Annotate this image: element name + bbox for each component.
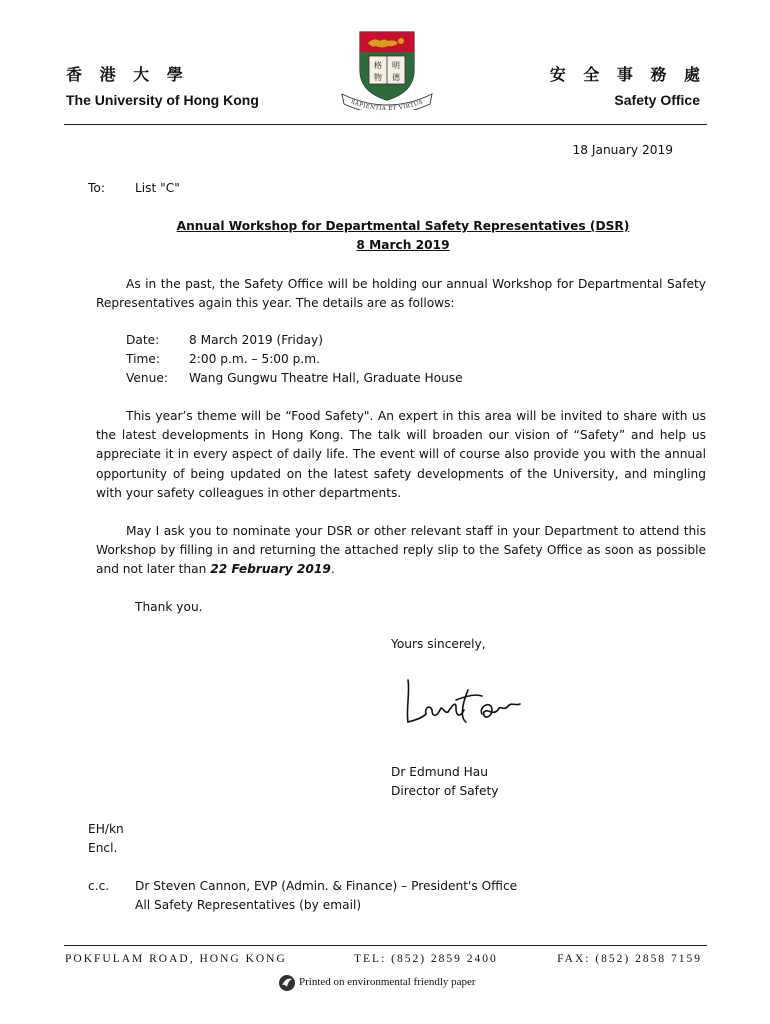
paragraph-intro xyxy=(96,275,706,313)
footer-divider xyxy=(64,945,707,946)
signer-name: Dr Edmund Hau xyxy=(391,765,488,779)
detail-label: Venue: xyxy=(126,371,168,386)
footer-telephone: TEL: (852) 2859 2400 xyxy=(354,953,498,965)
eco-paper-note: Printed on environmental friendly paper xyxy=(299,976,476,988)
letter-date: 18 January 2019 xyxy=(572,143,673,157)
detail-value: Wang Gungwu Theatre Hall, Graduate House xyxy=(189,371,463,386)
paragraph-nomination xyxy=(96,522,706,580)
office-name-chinese: 安 全 事 務 處 xyxy=(549,65,706,84)
crest-char: 物 xyxy=(374,73,382,82)
detail-value: 2:00 p.m. – 5:00 p.m. xyxy=(189,352,321,367)
closing-salutation: Yours sincerely, xyxy=(391,637,486,651)
handwritten-signature xyxy=(396,670,526,732)
detail-value: 8 March 2019 (Friday) xyxy=(189,333,323,347)
cc-recipient: Dr Steven Cannon, EVP (Admin. & Finance) – President's Office xyxy=(135,879,518,893)
university-name-english: The University of Hong Kong xyxy=(66,92,259,108)
nomination-text: May I ask you to nominate your DSR or other relevant staff in your Department to attend this Workshop by filling in and returning the attached reply slip to the Safety Office as soon as possible and not later than xyxy=(96,524,706,577)
cc-label: c.c. xyxy=(88,879,110,893)
detail-label: Date: xyxy=(126,333,160,347)
detail-label: Time: xyxy=(126,352,160,367)
letter-title: Annual Workshop for Departmental Safety Representatives (DSR) xyxy=(176,219,630,233)
to-label: To: xyxy=(88,181,105,195)
crest-motto: SAPIENTIA ET VIRTUS xyxy=(349,99,425,110)
crest-char: 明 xyxy=(392,61,400,70)
reference-initials: EH/kn xyxy=(88,822,124,836)
university-crest-logo xyxy=(340,30,434,110)
paragraph-nomination-text xyxy=(96,522,706,580)
paragraph-intro-text: As in the past, the Safety Office will be holding our annual Workshop for Departmental Safety Representatives again this year. The details are as follows: xyxy=(96,277,706,311)
header-divider xyxy=(64,124,707,125)
thank-you: Thank you. xyxy=(135,600,203,614)
paragraph-theme-text: This year’s theme will be “Food Safety". An expert in this area will be invited to share with us the latest developments in Hong Kong. The talk will broaden our vision of “Safety” and help us appreciate it in every aspect of daily life. The event will of course also provide you with the annual opportunity of being updated on the latest safety developments of the University, and mingling with your safety colleagues in other departments. xyxy=(96,409,706,500)
university-name-chinese: 香 港 大 學 xyxy=(66,65,189,84)
crest-char: 德 xyxy=(392,73,400,82)
paragraph-theme xyxy=(96,407,706,503)
signer-title: Director of Safety xyxy=(391,784,499,798)
enclosure-note: Encl. xyxy=(88,841,118,855)
footer-fax: FAX: (852) 2858 7159 xyxy=(557,953,702,965)
footer-address: POKFULAM ROAD, HONG KONG xyxy=(65,953,287,965)
nomination-text-end: . xyxy=(330,562,335,577)
recycle-paper-icon xyxy=(278,974,296,992)
letter-title-date: 8 March 2019 xyxy=(356,238,450,252)
deadline-date: 22 February 2019 xyxy=(210,562,331,577)
to-recipient: List "C" xyxy=(135,181,180,195)
office-name-english: Safety Office xyxy=(614,92,700,108)
crest-char: 格 xyxy=(374,61,382,70)
cc-recipient: All Safety Representatives (by email) xyxy=(135,898,362,912)
